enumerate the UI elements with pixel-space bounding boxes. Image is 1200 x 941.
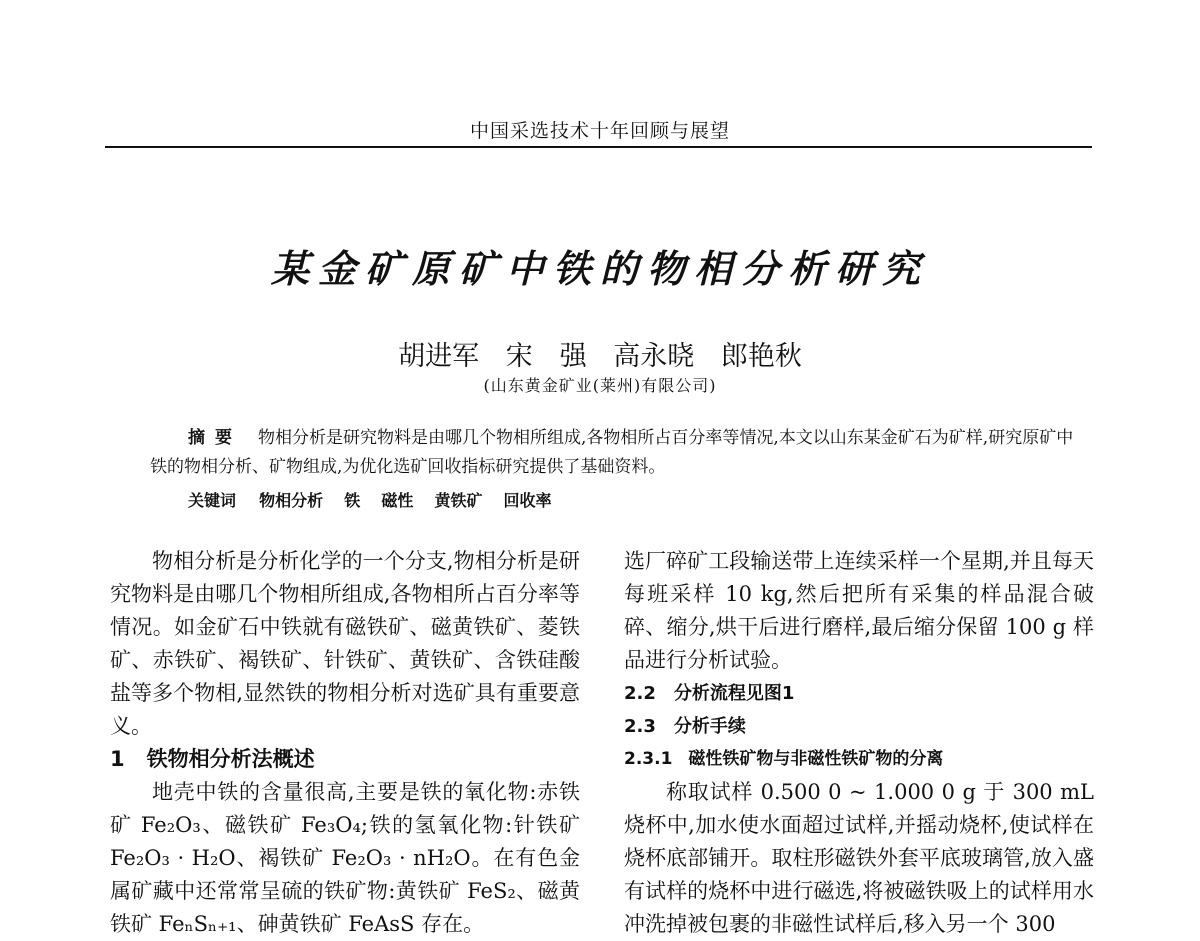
left-column bbox=[110, 545, 580, 941]
author: 胡进军 bbox=[398, 341, 480, 372]
abstract-text: 物相分析是研究物料是由哪几个物相所组成,各物相所占百分率等情况,本文以山东某金矿石为矿样,研究原矿中铁的物相分析、矿物组成,为优化选矿回收指标研究提供了基础资料。 bbox=[150, 428, 1074, 477]
section-number: 1 bbox=[110, 747, 125, 771]
affiliation: (山东黄金矿业(莱州)有限公司) bbox=[483, 376, 717, 395]
section-title: 铁物相分析法概述 bbox=[146, 747, 315, 771]
intro-paragraph: 物相分析是分析化学的一个分支,物相分析是研究物料是由哪几个物相所组成,各物相所占百分率等情况。如金矿石中铁就有磁铁矿、磁黄铁矿、菱铁矿、赤铁矿、褐铁矿、针铁矿、黄铁矿、含铁硅酸盐等多个物相,显然铁的物相分析对选矿具有重要意义。 bbox=[110, 549, 580, 738]
procedure-paragraph: 称取试样 0.500 0 ~ 1.000 0 g 于 300 mL 烧杯中,加水使水面超过试样,并摇动烧杯,使试样在烧杯底部铺开。取柱形磁铁外套平底玻璃管,放入盛有试样的烧杯中进行磁选,将被磁铁吸上的试样用水冲洗掉被包裹的非磁性试样后,移入另一个 300 bbox=[624, 780, 1094, 936]
keyword: 铁 bbox=[344, 491, 361, 510]
abstract bbox=[150, 424, 1080, 482]
header-rule bbox=[105, 146, 1092, 148]
keyword: 回收率 bbox=[503, 491, 552, 510]
keywords bbox=[188, 488, 568, 511]
abstract-label: 摘要 bbox=[188, 428, 242, 448]
section-number: 2.3 bbox=[624, 716, 656, 737]
paper-title: 某金矿原矿中铁的物相分析研究 bbox=[270, 246, 929, 291]
section-title: 磁性铁矿物与非磁性铁矿物的分离 bbox=[688, 749, 944, 769]
section-heading-2-2 bbox=[624, 677, 1094, 710]
section-heading-2-3-1 bbox=[624, 743, 1094, 776]
author: 宋 强 bbox=[505, 341, 587, 372]
section-1-paragraph: 地壳中铁的含量很高,主要是铁的氧化物:赤铁矿 Fe₂O₃、磁铁矿 Fe₃O₄;铁的氢氧化物:针铁矿 Fe₂O₃ · H₂O、褐铁矿 Fe₂O₃ · nH₂O。在有色金属矿藏中还常常呈硫的铁矿物:黄铁矿 FeS₂、磁黄铁矿 FeₙSₙ₊₁、砷黄铁矿 FeAsS 存在。 bbox=[110, 780, 580, 936]
running-header: 中国采选技术十年回顾与展望 bbox=[469, 120, 730, 142]
keyword: 物相分析 bbox=[259, 491, 324, 510]
right-column bbox=[624, 545, 1094, 941]
section-number: 2.3.1 bbox=[624, 749, 673, 769]
section-title: 分析流程见图1 bbox=[673, 683, 795, 704]
author-list bbox=[0, 334, 1200, 373]
section-heading-1 bbox=[110, 743, 580, 776]
section-title: 分析手续 bbox=[673, 716, 746, 737]
keywords-label: 关键词 bbox=[188, 491, 237, 510]
keyword: 黄铁矿 bbox=[434, 491, 483, 510]
sampling-paragraph: 选厂碎矿工段输送带上连续采样一个星期,并且每天每班采样 10 kg,然后把所有采集的样品混合破碎、缩分,烘干后进行磨样,最后缩分保留 100 g 样品进行分析试验。 bbox=[624, 549, 1094, 672]
author: 郎艳秋 bbox=[720, 341, 802, 372]
keyword: 磁性 bbox=[381, 491, 414, 510]
author: 高永晓 bbox=[613, 341, 695, 372]
section-number: 2.2 bbox=[624, 683, 656, 704]
section-heading-2-3 bbox=[624, 710, 1094, 743]
